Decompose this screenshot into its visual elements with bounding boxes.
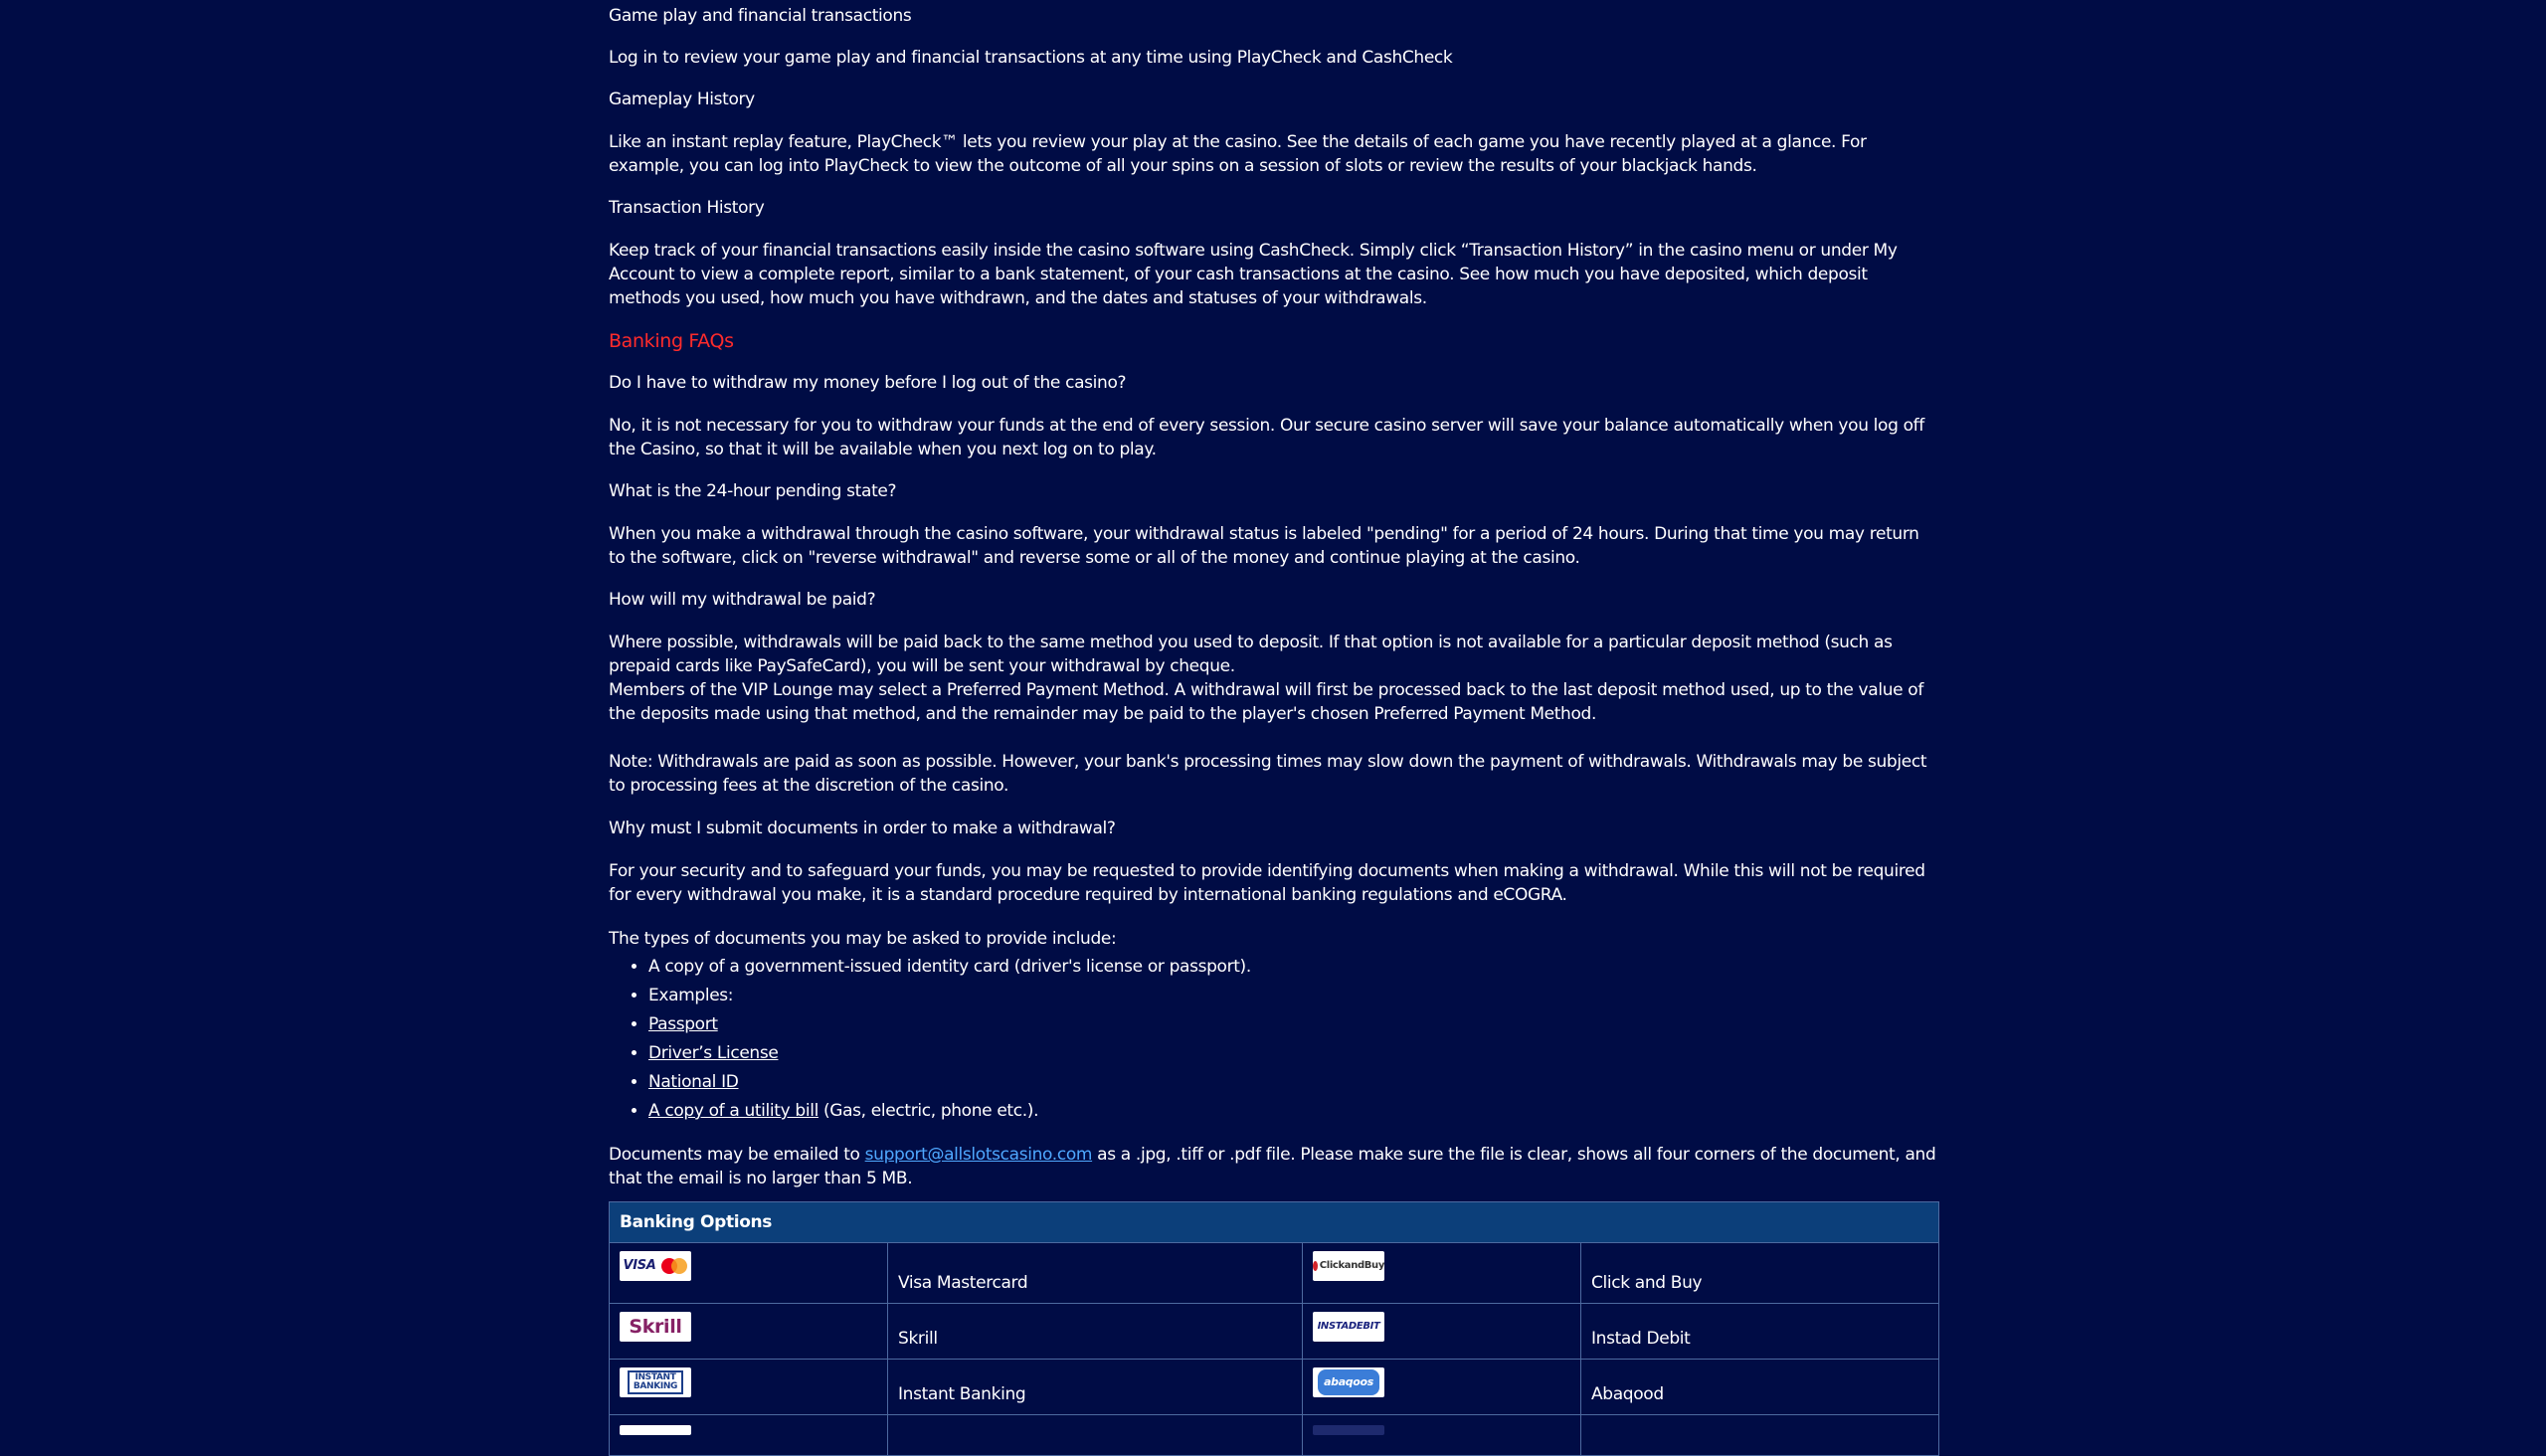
faq-note: Note: Withdrawals are paid as soon as possible. However, your bank's processing times may slow down the payment of withdrawals. Withdrawals may be subject to processing fees at the discretion of the casino.: [609, 752, 1927, 796]
instadebit-logo: [1313, 1312, 1384, 1342]
passport-link[interactable]: Passport: [648, 1014, 718, 1034]
faq-answer-3a: Where possible, withdrawals will be paid back to the same method you used to deposit. If that option is not available for a particular deposit method (such as prepaid cards like PaySafeCard), you will be sent your withdrawal by cheque.: [609, 633, 1893, 676]
table-cell: [888, 1415, 1303, 1455]
faq-answer-2: When you make a withdrawal through the casino software, your withdrawal status is labeled "pending" for a period of 24 hours. During that time you may return to the software, click on "reverse withdrawal" and reverse some or all of the money and continue playing at the casino.: [609, 524, 1919, 568]
document-types-intro: The types of documents you may be asked to provide include:: [609, 929, 1117, 949]
faq-answer-3b: Members of the VIP Lounge may select a Preferred Payment Method. A withdrawal will first be processed back to the last deposit method used, up to the value of the deposits made using that method, and the remainder may be paid to the player's chosen Preferred Payment Method.: [609, 680, 1923, 724]
gameplay-text: Like an instant replay feature, PlayCheck™ lets you review your play at the casino. See the details of each game you have recently played at a glance. For example, you can log into PlayCheck to view the outcome of all your spins on a session of slots or review the results of your blackjack hands.: [609, 132, 1867, 176]
table-cell: [1303, 1415, 1581, 1455]
list-item: [648, 1099, 1842, 1128]
drivers-license-link[interactable]: Driver’s License: [648, 1043, 779, 1063]
banking-options-table: [609, 1201, 1939, 1456]
clickandbuy-logo-text: ClickandBuy: [1319, 1260, 1384, 1271]
banking-options-header: Banking Options: [610, 1202, 1938, 1243]
table-cell: [610, 1304, 888, 1359]
faq-question-1: Do I have to withdraw my money before I log out of the casino?: [609, 373, 1127, 393]
payment-name: Click and Buy: [1591, 1273, 1703, 1293]
payment-name: Instad Debit: [1591, 1329, 1691, 1349]
table-cell: [888, 1304, 1303, 1359]
payment-logo: [620, 1425, 691, 1435]
instadebit-logo-text: INSTADEBIT: [1317, 1321, 1380, 1332]
list-item: [648, 984, 1842, 1012]
support-email-link[interactable]: support@allslotscasino.com: [864, 1145, 1093, 1165]
section-title: Game play and financial transactions: [609, 6, 912, 26]
table-row: [610, 1360, 1938, 1415]
table-cell: [1303, 1304, 1581, 1359]
list-item: [648, 1070, 1842, 1099]
abaqoos-logo-text: abaqoos: [1318, 1369, 1379, 1395]
faq-answer-4: For your security and to safeguard your funds, you may be requested to provide identifying documents when making a withdrawal. While this will not be required for every withdrawal you make, it is a standard procedure required by international banking regulations and eCOGRA.: [609, 861, 1925, 905]
faq-question-3: How will my withdrawal be paid?: [609, 590, 876, 610]
gameplay-heading: Gameplay History: [609, 90, 755, 109]
payment-name: Skrill: [898, 1329, 938, 1349]
document-list: [609, 955, 1842, 1128]
table-cell: [1303, 1360, 1581, 1414]
skrill-logo-text: Skrill: [629, 1316, 682, 1338]
utility-bill-link[interactable]: A copy of a utility bill: [648, 1101, 818, 1121]
banking-faqs-heading: Banking FAQs: [609, 330, 734, 352]
list-item: [648, 1041, 1842, 1070]
documents-after: as a .jpg, .tiff or .pdf file. Please make sure the file is clear, shows all four corners of the document, and that the email is no larger than 5 MB.: [609, 1145, 1936, 1188]
list-item: [648, 1012, 1842, 1041]
national-id-link[interactable]: National ID: [648, 1072, 739, 1092]
transaction-heading: Transaction History: [609, 198, 765, 218]
table-cell: [1581, 1243, 1938, 1303]
examples-label: Examples:: [648, 986, 734, 1005]
doc-id-text: A copy of a government-issued identity card (driver's license or passport).: [648, 957, 1251, 977]
mastercard-icon: [661, 1258, 687, 1274]
clickandbuy-logo: [1313, 1251, 1384, 1281]
table-cell: [610, 1243, 888, 1303]
table-row: [610, 1243, 1938, 1304]
table-cell: [610, 1360, 888, 1414]
abaqoos-logo: [1313, 1367, 1384, 1397]
table-cell: [888, 1360, 1303, 1414]
table-cell: [888, 1243, 1303, 1303]
documents-email-text: [609, 1143, 1937, 1190]
table-cell: [1581, 1415, 1938, 1455]
payment-name: Instant Banking: [898, 1384, 1026, 1404]
transaction-text: Keep track of your financial transactions easily inside the casino software using CashCheck. Simply click “Transaction History” in the casino menu or under My Account to view a complete report, similar to a bank statement, of your cash transactions at the casino. See how much you have deposited, which deposit methods you used, how much you have withdrawn, and the dates and statuses of your withdrawals.: [609, 241, 1898, 308]
table-cell: [1581, 1360, 1938, 1414]
section-intro: Log in to review your game play and financial transactions at any time using PlayCheck and CashCheck: [609, 48, 1453, 68]
table-cell: [610, 1415, 888, 1455]
table-cell: [1303, 1243, 1581, 1303]
payment-name: Abaqood: [1591, 1384, 1664, 1404]
faq-question-2: What is the 24-hour pending state?: [609, 481, 897, 501]
documents-before: Documents may be emailed to: [609, 1145, 865, 1165]
visa-mastercard-logo: [620, 1251, 691, 1281]
instant-banking-logo-text: INSTANT BANKING: [628, 1370, 683, 1394]
payment-name: Visa Mastercard: [898, 1273, 1028, 1293]
faq-question-4: Why must I submit documents in order to make a withdrawal?: [609, 819, 1116, 838]
faq-answer-1: No, it is not necessary for you to withdraw your funds at the end of every session. Our secure casino server will save your balance automatically when you log off the Casino, so that it will be available when you next log on to play.: [609, 416, 1924, 459]
visa-logo-text: VISA: [623, 1258, 656, 1273]
table-cell: [1581, 1304, 1938, 1359]
utility-bill-text: (Gas, electric, phone etc.).: [818, 1101, 1039, 1121]
table-row: [610, 1304, 1938, 1360]
list-item: [648, 955, 1842, 984]
payment-logo: [1313, 1425, 1384, 1435]
table-row: [610, 1415, 1938, 1455]
skrill-logo: [620, 1312, 691, 1342]
instant-banking-logo: [620, 1367, 691, 1397]
